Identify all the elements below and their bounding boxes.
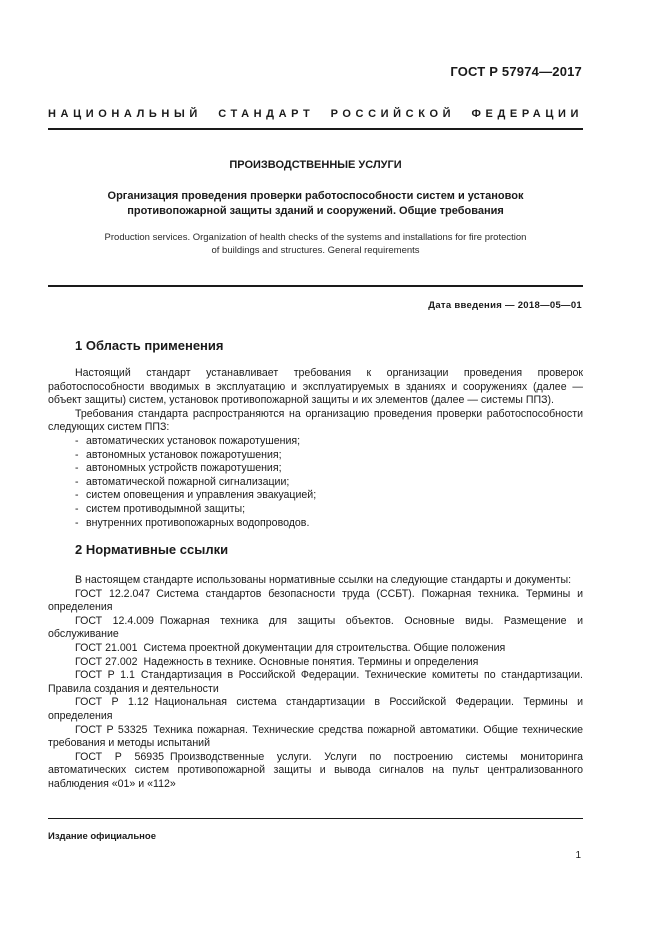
section-2-body [48, 574, 583, 792]
section-1-heading: 1 Область применения [75, 338, 224, 353]
section-2-intro: В настоящем стандарте использованы нормативные ссылки на следующие стандарты и документы: [75, 574, 572, 586]
list-item: - автоматических установок пожаротушения; [75, 434, 301, 447]
english-title [48, 231, 583, 257]
normative-reference: ГОСТ 12.2.047 Система стандартов безопасности труда (ССБТ). Пожарная техника. Термины и определения [48, 587, 583, 614]
english-title-line-2: of buildings and structures. General requirements [211, 245, 420, 256]
main-title: ПРОИЗВОДСТВЕННЫЕ УСЛУГИ [229, 159, 402, 171]
list-item: - систем оповещения и управления эвакуацией; [75, 489, 317, 502]
normative-reference: ГОСТ Р 56935 Производственные услуги. Услуги по построению системы мониторинга автоматических систем противопожарной защиты и вывода сигналов на пульт централизованного наблюдения «01» и «112» [48, 750, 583, 790]
section-2-heading: 2 Нормативные ссылки [75, 542, 229, 557]
introduction-date: Дата введения — 2018—05—01 [428, 300, 582, 311]
list-item: - автоматической пожарной сигнализации; [75, 475, 290, 488]
normative-reference: ГОСТ 27.002 Надежность в технике. Основные понятия. Термины и определения [75, 655, 479, 668]
normative-reference: ГОСТ Р 1.12 Национальная система стандартизации в Российской Федерации. Термины и определения [48, 696, 583, 722]
sub-title-line-1: Организация проведения проверки работоспособности систем и установок [107, 190, 524, 202]
list-item: - автономных устройств пожаротушения; [75, 462, 282, 475]
ppz-systems-list [48, 435, 583, 530]
section-1-paragraph-1: Настоящий стандарт устанавливает требования к организации проведения проверок работоспособности вводимых в эксплуатацию и эксплуатируемых в зданиях и сооружениях (далее — объект защиты) систем, установок противопожарной защиты и их элементов (далее — системы ППЗ). [48, 367, 583, 407]
section-1-body [48, 367, 583, 530]
english-title-line-1: Production services. Organization of health checks of the systems and installations for fire protection [104, 232, 527, 243]
bottom-rule [48, 818, 583, 819]
middle-rule [48, 285, 583, 287]
gost-number: ГОСТ Р 57974—2017 [450, 64, 582, 79]
list-item: - систем противодымной защиты; [75, 502, 246, 515]
sub-title-line-2: противопожарной защиты зданий и сооружений. Общие требования [127, 204, 504, 217]
page-number: 1 [575, 850, 581, 861]
top-rule [48, 128, 583, 130]
official-edition-label: Издание официальное [48, 831, 156, 842]
normative-reference: ГОСТ 12.4.009 Пожарная техника для защиты объектов. Основные виды. Размещение и обслуживание [48, 614, 583, 641]
normative-reference: ГОСТ Р 1.1 Стандартизация в Российской Федерации. Технические комитеты по стандартизации. Правила создания и деятельности [48, 669, 583, 695]
standard-title: НАЦИОНАЛЬНЫЙ СТАНДАРТ РОССИЙСКОЙ ФЕДЕРАЦИИ [48, 108, 583, 120]
list-item: - внутренних противопожарных водопроводов. [75, 516, 310, 529]
list-item: - автономных установок пожаротушения; [75, 448, 282, 461]
section-1-paragraph-2: Требования стандарта распространяются на организацию проведения проверки работоспособности следующих систем ППЗ: [48, 407, 583, 434]
sub-title [48, 189, 583, 218]
normative-reference: ГОСТ Р 53325 Техника пожарная. Технические средства пожарной автоматики. Общие технические требования и методы испытаний [48, 723, 584, 750]
normative-reference: ГОСТ 21.001 Система проектной документации для строительства. Общие положения [75, 641, 506, 654]
